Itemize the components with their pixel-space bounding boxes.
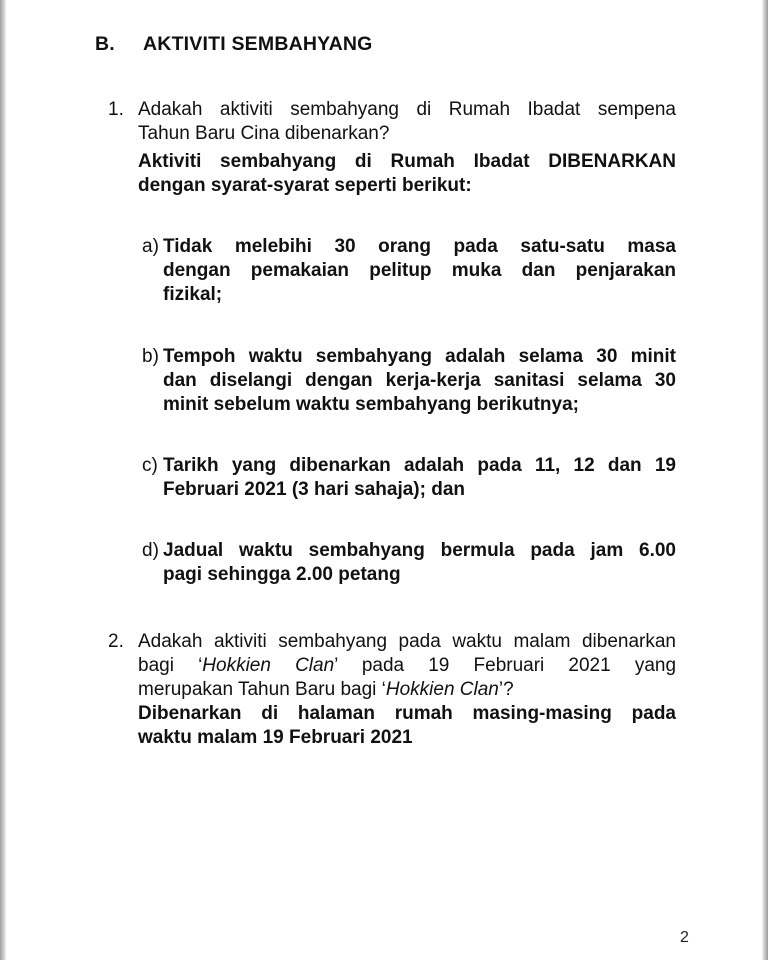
section-heading bbox=[95, 32, 373, 56]
section-title: AKTIVITI SEMBAHYANG bbox=[143, 33, 373, 55]
section-label: B. bbox=[95, 33, 115, 55]
question-1 bbox=[108, 98, 676, 146]
condition-a bbox=[142, 235, 676, 307]
text-segment: ’? bbox=[498, 679, 514, 700]
text-line: dan diselangi dengan kerja-kerja sanitasi selama 30 bbox=[163, 370, 676, 391]
text-line bbox=[138, 678, 676, 702]
text-line bbox=[138, 630, 676, 654]
text-segment: ’ pada 19 Februari 2021 yang bbox=[334, 655, 677, 676]
text-line: Tarikh yang dibenarkan adalah pada 11, 12 dan 19 bbox=[163, 455, 676, 476]
condition-b bbox=[142, 345, 676, 417]
italic-text-segment: Hokkien Clan bbox=[202, 655, 335, 676]
text-line: Tidak melebihi 30 orang pada satu-satu masa bbox=[163, 236, 676, 257]
condition-d-label: d) bbox=[142, 540, 159, 561]
question-2-number: 2. bbox=[108, 631, 124, 652]
text-line: Tempoh waktu sembahyang adalah selama 30 minit bbox=[163, 346, 676, 367]
condition-c bbox=[142, 454, 676, 502]
text-line: pagi sehingga 2.00 petang bbox=[163, 564, 401, 585]
page-number: 2 bbox=[680, 929, 689, 946]
text-line: Jadual waktu sembahyang bermula pada jam 6.00 bbox=[163, 540, 676, 561]
text-line: Februari 2021 (3 hari sahaja); dan bbox=[163, 479, 466, 500]
text-line: minit sebelum waktu sembahyang berikutnya; bbox=[163, 394, 579, 415]
question-2 bbox=[108, 630, 677, 750]
text-line: dengan syarat-syarat seperti berikut: bbox=[138, 175, 472, 196]
text-line: dengan pemakaian pelitup muka dan penjarakan bbox=[163, 260, 676, 281]
italic-text-segment: Hokkien Clan bbox=[385, 679, 499, 700]
document-page bbox=[5, 0, 762, 960]
photo-left-edge-shadow bbox=[0, 0, 6, 960]
text-segment: merupakan Tahun Baru bagi ‘ bbox=[138, 679, 386, 700]
text-line: fizikal; bbox=[163, 284, 223, 305]
condition-b-label: b) bbox=[142, 346, 159, 367]
text-line: Tahun Baru Cina dibenarkan? bbox=[138, 123, 390, 144]
photo-right-edge-shadow bbox=[762, 0, 768, 960]
condition-c-label: c) bbox=[142, 455, 158, 476]
text-line: waktu malam 19 Februari 2021 bbox=[138, 727, 413, 748]
answer-1-intro bbox=[138, 150, 676, 198]
question-1-number: 1. bbox=[108, 99, 124, 120]
text-line: Aktiviti sembahyang di Rumah Ibadat DIBENARKAN bbox=[138, 151, 676, 172]
text-segment: bagi ‘ bbox=[138, 655, 203, 676]
condition-d bbox=[142, 539, 676, 587]
condition-a-label: a) bbox=[142, 236, 159, 257]
text-line: Dibenarkan di halaman rumah masing-masing pada bbox=[138, 703, 676, 724]
text-line: Adakah aktiviti sembahyang di Rumah Ibadat sempena bbox=[138, 99, 676, 120]
text-segment: Adakah aktiviti sembahyang pada waktu malam dibenarkan bbox=[138, 631, 676, 652]
text-line bbox=[138, 654, 676, 678]
